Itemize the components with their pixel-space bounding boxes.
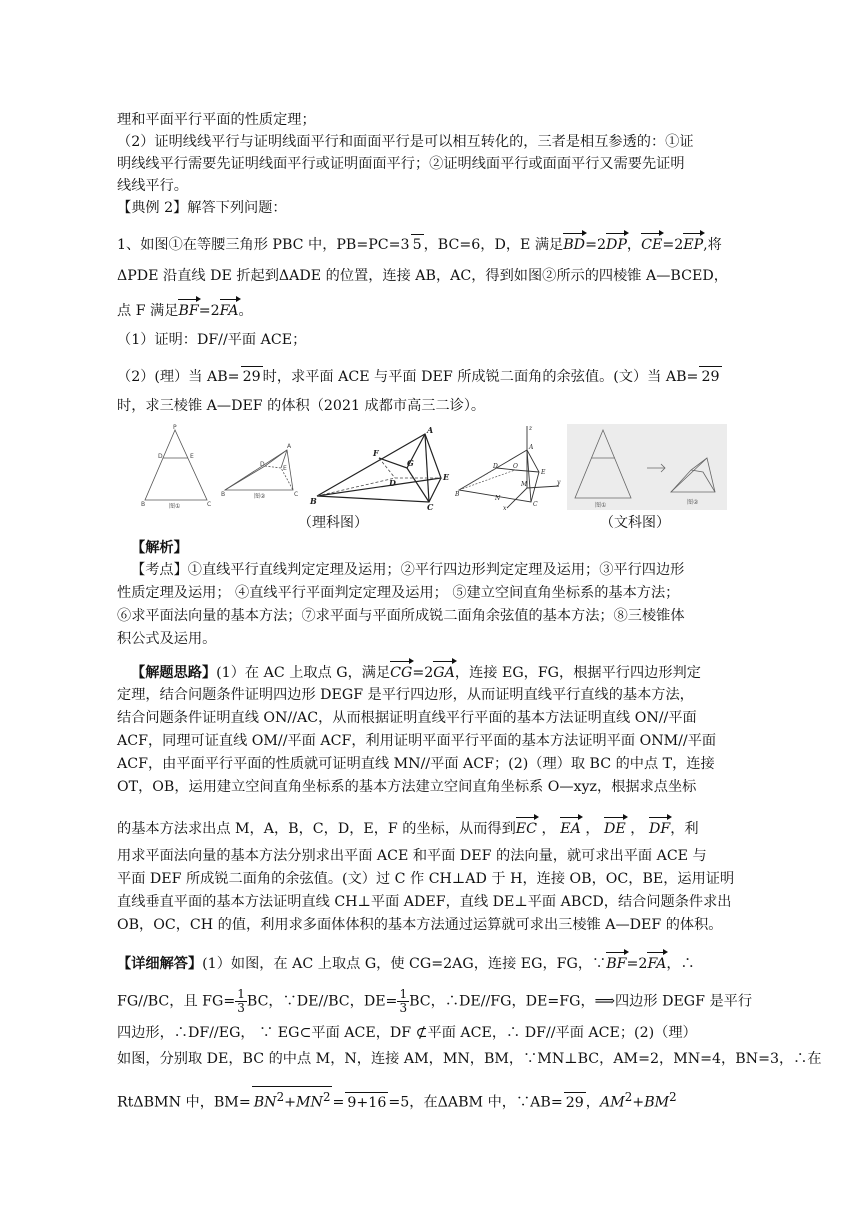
- numerator: 1: [399, 987, 408, 1001]
- radicand: 5: [412, 237, 422, 253]
- radicand: 29: [242, 369, 261, 385]
- text-line: ACF，同理可证直线 OM//平面 ACF，利用证明平面平行平面的基本方法证明平面 ONM//平面: [117, 733, 717, 749]
- text-line: 【考点】①直线平行直线判定定理及运用；②平行四边形判定定理及运用；③平行四边形: [131, 562, 685, 578]
- exponent: 2: [322, 1090, 331, 1104]
- sqrt-expression: [345, 1092, 388, 1113]
- fig-label: D: [493, 463, 498, 470]
- fraction-one-third: [235, 988, 247, 1015]
- text-span: 。: [238, 303, 253, 319]
- text-span: ，连接 EG，FG，根据平行四边形判定: [454, 665, 701, 681]
- text-line: 直线垂直平面的基本方法证明直线 CH⊥平面 ADEF，直线 DE⊥平面 ABCD，结合问题条件求出: [117, 894, 732, 910]
- radicand: 29: [565, 1094, 584, 1111]
- fig-label: 图①: [595, 502, 607, 509]
- vector-ea: EA: [560, 816, 581, 839]
- vector-ga: GA: [433, 660, 455, 683]
- problem-line: [117, 366, 737, 387]
- exponent: 2: [669, 1090, 677, 1104]
- text-span: =2: [662, 237, 684, 253]
- text-span: =: [332, 1094, 345, 1111]
- fig-label: C: [533, 501, 538, 508]
- fig-label: E: [541, 469, 546, 476]
- text-span: ，: [626, 237, 642, 253]
- denominator: 3: [237, 1001, 245, 1015]
- denominator: 3: [399, 1001, 408, 1015]
- numerator: 1: [237, 987, 245, 1001]
- fig-label: B: [455, 491, 460, 498]
- exponent: 2: [624, 1090, 633, 1104]
- example-heading: 【典例 2】解答下列问题：: [117, 200, 287, 216]
- text-line: 用求平面法向量的基本方法分别求出平面 ACE 和平面 DEF 的法向量，就可求出平面 ACE 与: [117, 848, 707, 864]
- fig-label: 图②: [254, 493, 266, 500]
- text-line: 线线平行。: [117, 178, 188, 194]
- text-span: ，∴: [666, 956, 695, 972]
- text-span: 的基本方法求出点 M，A，B，C，D，E，F 的坐标，从而得到: [117, 821, 516, 837]
- figure-caption: （理科图）: [298, 515, 368, 531]
- text-line: [117, 951, 737, 974]
- problem-line: [117, 298, 737, 321]
- text-line: 的基本方法求出点 M，A，B，C，D，E，F 的坐标，从而得到EC ， EA ， DE ， DF，利: [117, 816, 737, 839]
- fig-label: z: [529, 425, 533, 432]
- text-line: ⑥求平面法向量的基本方法；⑦求平面与平面所成锐二面角余弦值的基本方法；⑧三棱锥体: [117, 608, 685, 624]
- fig-label: 图①: [169, 503, 181, 510]
- fig-label: B: [221, 491, 226, 498]
- text-line: OT，OB，运用建立空间直角坐标系的基本方法建立空间直角坐标系 O—xyz，根据求点坐标: [117, 779, 697, 795]
- fig-label: O: [513, 463, 518, 470]
- text-line: 积公式及运用。: [117, 631, 217, 647]
- figure-folded-pyramid: [221, 424, 303, 510]
- text-line: OB，OC，CH 的值，利用求多面体体积的基本方法通过运算就可求出三棱锥 A—DEF 的体积。: [117, 917, 723, 933]
- text-span: =2: [412, 665, 434, 681]
- text-span: ，: [585, 1094, 600, 1111]
- figure-isosceles-triangle: [137, 424, 225, 510]
- text-span: FG//BC，且 FG=: [117, 993, 236, 1010]
- text-line: [117, 987, 753, 1015]
- text-line: 明线线平行需要先证明线面平行或证明面面平行；②证明线面平行或面面平行又需要先证明: [117, 156, 685, 172]
- sqrt-29: [699, 366, 721, 387]
- vector-ep: EP: [683, 232, 703, 255]
- fig-label: E: [190, 453, 194, 460]
- text-line: ACF，由平面平行平面的性质就可证明直线 MN//平面 ACF；(2)（理）取 BC 的中点 T，连接: [117, 756, 715, 772]
- fig-label: x: [503, 505, 507, 510]
- text-span: =2: [198, 303, 220, 319]
- text-span: ，BC=6，D，E 满足: [423, 237, 564, 253]
- fraction-one-third: [397, 988, 409, 1015]
- text-span: ,将: [703, 237, 722, 253]
- fig-label: B: [141, 501, 146, 508]
- fig-label: D: [260, 461, 265, 468]
- vector-ce: CE: [641, 232, 662, 255]
- text-span: =5，在ΔABM 中，∵AB=: [388, 1094, 563, 1111]
- text-line: 定理，结合问题条件证明四边形 DEGF 是平行四边形，从而证明直线平行直线的基本方法，: [117, 687, 694, 703]
- fig-label: 图②: [687, 499, 699, 506]
- vector-fa: FA: [220, 298, 239, 321]
- vector-df: DF: [649, 816, 670, 839]
- vector-bd: BD: [563, 232, 585, 255]
- problem-line: [117, 232, 737, 255]
- vector-bf: BF: [178, 298, 198, 321]
- text-span: =2: [626, 956, 648, 972]
- text-line: （2）证明线线平行与证明线面平行和面面平行是可以相互转化的，三者是相互参透的：①证: [117, 134, 694, 150]
- problem-line: 时，求三棱锥 A—DEF 的体积（2021 成都市高三二诊）。: [117, 398, 486, 414]
- radicand: 9+16: [347, 1094, 387, 1111]
- fig-label: C: [427, 502, 434, 510]
- text-span: 时，求平面 ACE 与平面 DEF 所成锐二面角的余弦值。(文）当 AB=: [262, 369, 699, 385]
- fig-label: P: [173, 424, 177, 431]
- fig-label: N: [495, 495, 501, 502]
- figure-caption: （文科图）: [600, 515, 670, 531]
- fig-label: A: [529, 444, 534, 451]
- text-span: 1、如图①在等腰三角形 PBC 中，PB=PC=3: [117, 237, 410, 253]
- text-span: BC，∴DE//FG，DE=FG，⟹四边形 DEGF 是平行: [409, 993, 753, 1010]
- fig-label: D: [158, 453, 163, 460]
- term: BM: [644, 1094, 670, 1111]
- text-span: BC，∵DE//BC，DE=: [246, 993, 398, 1010]
- fig-label: M: [521, 481, 528, 488]
- problem-line: ΔPDE 沿直线 DE 折起到ΔADE 的位置，连接 AB，AC，得到如图②所示的四棱锥 A—BCED，: [117, 268, 728, 284]
- exponent: 2: [276, 1090, 285, 1104]
- figure-liberal-arts: [567, 424, 727, 510]
- text-span: (1）在 AC 上取点 G，满足: [216, 665, 391, 681]
- vector-ec: EC: [516, 816, 537, 839]
- fig-label: E: [443, 472, 450, 482]
- fig-label: A: [427, 425, 434, 435]
- text-line: 平面 DEF 所成锐二面角的余弦值。(文）过 C 作 CH⊥AD 于 H，连接 OB，OC，BE，运用证明: [117, 871, 735, 887]
- fig-label: y: [557, 479, 561, 486]
- text-span: 点 F 满足: [117, 303, 179, 319]
- text-line: 理和平面平行平面的性质定理；: [117, 112, 316, 128]
- text-line: 如图，分别取 DE，BC 的中点 M，N，连接 AM，MN，BM，∵MN⊥BC，AM=2，MN=4，BN=3，∴在: [117, 1051, 822, 1067]
- text-line: 性质定理及运用； ④直线平行平面判定定理及运用； ⑤建立空间直角坐标系的基本方法；: [117, 585, 680, 601]
- figure-strip: [137, 424, 727, 510]
- text-span: =2: [585, 237, 606, 253]
- vector-dp: DP: [606, 232, 627, 255]
- text-line: [131, 660, 751, 683]
- figure-coordinate-system: [455, 424, 563, 510]
- fig-label: G: [407, 458, 414, 468]
- vector-bf: BF: [606, 951, 626, 974]
- text-span: （2）(理）当 AB=: [117, 369, 240, 385]
- fig-label: F: [373, 448, 379, 458]
- fig-label: D: [389, 478, 396, 488]
- text-line: 结合问题条件证明直线 ON//AC，从而根据证明直线平行平面的基本方法证明直线 ON//平面: [117, 710, 697, 726]
- vector-de: DE: [604, 816, 626, 839]
- radicand: 29: [701, 369, 720, 385]
- fig-label: C: [207, 501, 212, 508]
- plus: +: [632, 1094, 645, 1111]
- figure-science-pyramid: [309, 424, 451, 510]
- text-span: (1）如图，在 AC 上取点 G，使 CG=2AG，连接 EG，FG，∵: [202, 956, 607, 972]
- term: AM: [599, 1094, 625, 1111]
- sqrt-29: [564, 1092, 586, 1113]
- fig-label: B: [310, 496, 317, 506]
- text-line: 四边形，∴DF//EG， ∵ EG⊂平面 ACE，DF ⊄平面 ACE，∴ DF//平面 ACE；(2)（理）: [117, 1025, 697, 1041]
- text-line: [117, 1086, 737, 1113]
- sqrt-expression: [252, 1086, 333, 1113]
- vector-cg: CG: [390, 660, 412, 683]
- sqrt-5: [411, 234, 424, 255]
- term: MN: [296, 1094, 323, 1111]
- term: BN: [253, 1094, 277, 1111]
- fig-label: E: [283, 465, 287, 472]
- text-span: RtΔBMN 中，BM=: [117, 1094, 251, 1111]
- fig-label: A: [287, 443, 292, 450]
- plus: +: [284, 1094, 296, 1111]
- vector-fa: FA: [647, 951, 666, 974]
- fig-label: C: [294, 491, 299, 498]
- text-span: ，利: [670, 821, 699, 837]
- bold-label: 【解题思路】: [131, 665, 217, 681]
- bold-label: 【详细解答】: [117, 956, 203, 972]
- section-heading: 【解析】: [131, 540, 188, 556]
- sqrt-29: [241, 366, 263, 387]
- problem-line: （1）证明：DF//平面 ACE；: [117, 332, 307, 348]
